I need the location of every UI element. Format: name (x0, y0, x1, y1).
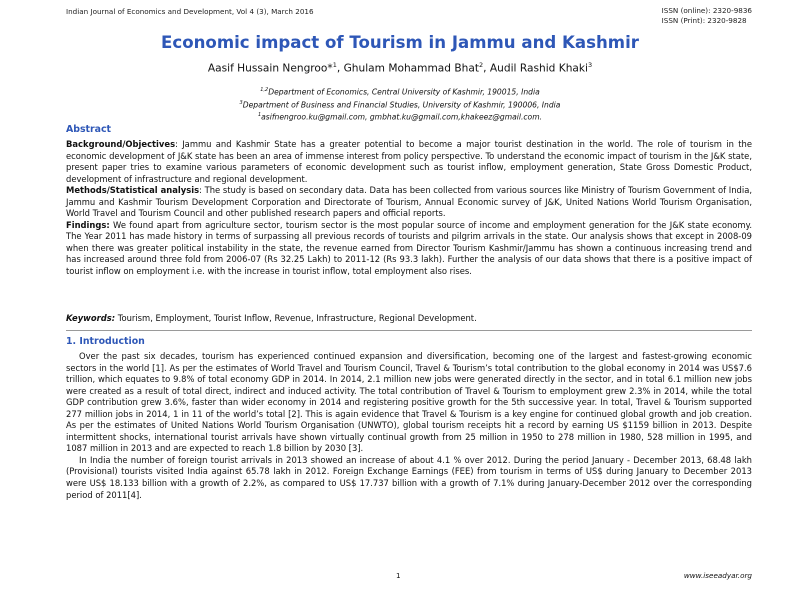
introduction-body (66, 351, 752, 501)
affiliation-text: Department of Economics, Central University of Kashmir, 190015, India (268, 87, 540, 97)
affiliation-line (0, 85, 800, 98)
footer-website: www.iseeadyar.org (683, 571, 752, 580)
author-separator: , (336, 62, 344, 75)
affil-marker: 3 (239, 99, 243, 106)
affil-marker: 1 (257, 112, 262, 119)
paper-title: Economic impact of Tourism in Jammu and Kashmir (161, 33, 639, 52)
intro-paragraph: Over the past six decades, tourism has experienced continued expansion and diversification, becoming one of the largest and fastest-growing economic sectors in the world [1]. As per the estimates of World Travel and Tourism Council, Travel & Tourism’s total contribution to the global economy in 2014 was US$7.6 trillion, which equates to 9.8% of total economy GDP in 2014. In 2014, 2.1 million new jobs were generated directly in the sector, and in total 6.1 million new jobs were created as a result of total direct, indirect and induced activity. The total contribution of Travel & Tourism to employment grew 2.3% in 2014, while the total GDP contribution grew 3.6%, faster than wider economy in 2014 and registering positive growth for the 5th successive year. In total, Travel & Tourism supported 277 million jobs in 2014, 1 in 11 of the world’s total [2]. This is again evidence that Travel & Tourism is a key engine for continued global growth and job creation. As per the estimates of United Nations World Tourism Organisation (UNWTO), global tourism receipts hit a record by earning US $1159 billion in 2013. Despite intermittent shocks, international tourist arrivals have shown virtually continual growth from 25 million in 1950 to 278 million in 1980, 528 million in 1995, and 1087 million in 2013 and are expected to reach 1.8 billion by 2030 [3]. (66, 351, 752, 454)
author-affil-marker: 2 (479, 61, 484, 69)
running-header-journal: Indian Journal of Economics and Development, Vol 4 (3), March 2016 (66, 7, 314, 16)
abstract-body (66, 139, 752, 278)
abstract-heading: Abstract (66, 124, 112, 135)
affiliation-line (0, 98, 800, 111)
author-name: Audil Rashid Khaki (489, 62, 588, 75)
keywords (66, 313, 752, 325)
introduction-heading: 1. Introduction (66, 336, 145, 347)
affil-marker: 1,2 (260, 87, 269, 93)
abstract-background-text: : Jammu and Kashmir State has a greater potential to become a major tourist destination in the world. The role of tourism in the economic development of J&K state has been an area of immense interest from policy perspective. To understand the economic impact of tourism in the J&K state, present paper tries to examine various parameters of economic development such as tourist inflow, employment generation, State Gross Domestic Product, development of infrastructure and regional development. (66, 139, 752, 184)
abstract-findings-text: We found apart from agriculture sector, tourism sector is the most popular source of income and employment generation for the J&K state economy. The Year 2011 has made history in terms of surpassing all previous records of tourists and pilgrim arrivals in the state. Our analysis shows that except in 2008-09 when there was greater political instability in the state, the revenue earned from Director Tourism Kashmir/Jammu has shown a continuous increasing trend and has increased around three fold from 2006-07 (Rs 32.25 Lakh) to 2011-12 (Rs 93.3 lakh). Further the analysis of our data shows that there is a positive impact of tourist inflow on employment i.e. with the increase in tourist inflow, total employment also rises. (66, 219, 752, 277)
keywords-text: Tourism, Employment, Tourist Inflow, Revenue, Infrastructure, Regional Development. (115, 313, 477, 323)
abstract-background (66, 139, 752, 185)
abstract-findings (66, 220, 752, 278)
author-separator: , (483, 62, 490, 75)
abstract-findings-label: Findings: (66, 219, 110, 230)
author-affil-marker: 3 (587, 61, 593, 69)
author-emails: asifnengroo.ku@gmail.com, gmbhat.ku@gmail.com,khakeez@gmail.com. (261, 112, 543, 122)
abstract-methods-label: Methods/Statistical analysis (66, 185, 200, 196)
abstract-methods-text: : The study is based on secondary data. Data has been collected from various sources like Ministry of Tourism Government of India, Jammu and Kashmir Tourism Development Corporation and Directorate of Tourism, Annual Economic survey of J&K, United Nations World Tourism Organisation, World Travel and Tourism Council and other published research papers and official reports. (66, 185, 752, 219)
author-list (0, 61, 800, 75)
intro-paragraph: In India the number of foreign tourist arrivals in 2013 showed an increase of about 4.1 % over 2012. During the period January - December 2013, 68.48 lakh (Provisional) tourists visited India against 65.78 lakh in 2012. Foreign Exchange Earnings (FEE) from tourism in terms of US$ during January to December 2013 were US$ 18.133 billion with a growth of 2.2%, as compared to US$ 17.737 billion with a growth of 7.1% during January-December 2012 over the corresponding period of 2011[4]. (66, 454, 752, 500)
affiliation-text: Department of Business and Financial Studies, University of Kashmir, 190006, India (242, 100, 561, 110)
affiliations (0, 85, 800, 123)
keywords-label: Keywords: (66, 313, 116, 323)
page-number: 1 (396, 571, 401, 580)
author-name: Ghulam Mohammad Bhat (343, 62, 480, 75)
author-name: Aasif Hussain Nengroo* (207, 62, 333, 75)
running-header-issn (662, 6, 752, 26)
issn-print: ISSN (Print): 2320-9828 (661, 16, 747, 25)
section-divider (66, 330, 752, 331)
author-affil-marker: 1 (332, 61, 337, 69)
affiliation-line (0, 110, 800, 123)
abstract-background-label: Background/Objectives (66, 139, 176, 149)
issn-online: ISSN (online): 2320-9836 (661, 6, 752, 15)
abstract-methods (66, 185, 752, 220)
